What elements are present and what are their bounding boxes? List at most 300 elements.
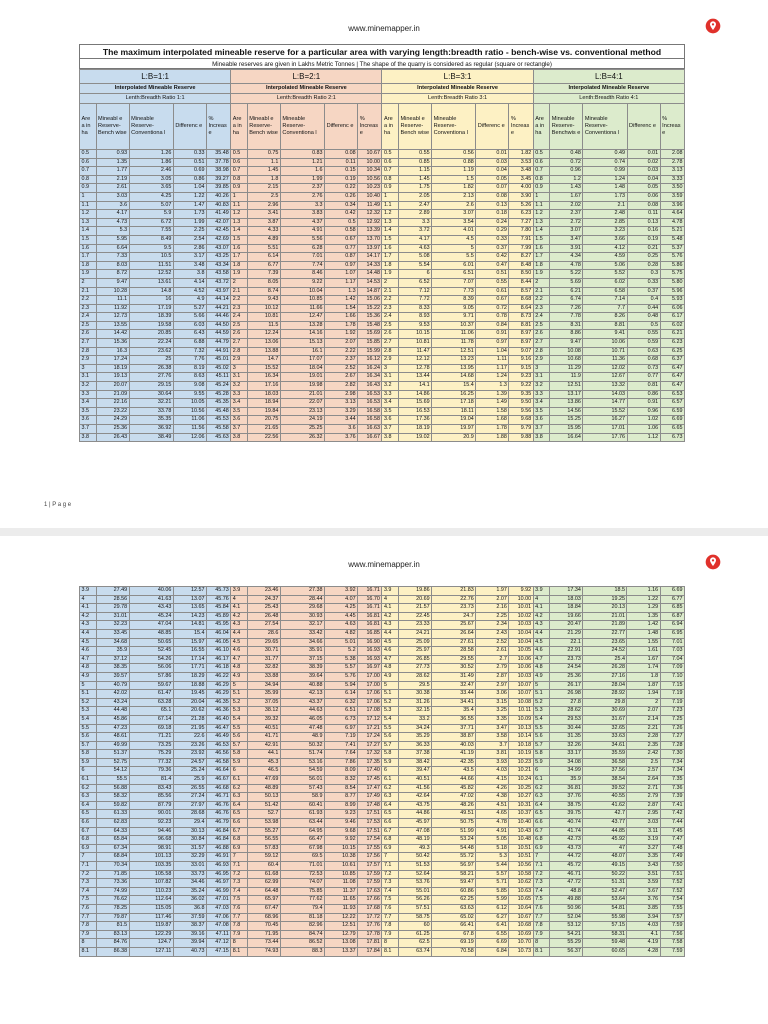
table-cell: 7.99	[509, 244, 533, 253]
table-cell: 28.68	[173, 810, 206, 819]
table-cell: 43.5	[432, 767, 476, 776]
table-cell: 33.17	[550, 750, 583, 759]
table-cell: 7.86	[325, 758, 358, 767]
table-cell: 16.64	[550, 433, 583, 442]
table-cell: 2	[382, 278, 399, 287]
table-cell: 35.48	[206, 150, 230, 159]
table-cell: 41.49	[206, 210, 230, 219]
table-cell: 0.63	[627, 347, 660, 356]
table-cell: 13.17	[550, 390, 583, 399]
table-cell: 12.02	[583, 364, 627, 373]
table-cell: 7.55	[660, 904, 684, 913]
table-cell: 17.48	[358, 801, 382, 810]
table-cell: 10.27	[509, 793, 533, 802]
table-cell: 22.07	[280, 399, 324, 408]
table-cell: 47.69	[247, 776, 280, 785]
table-cell: 11.66	[280, 304, 324, 313]
table-cell: 1.88	[476, 433, 509, 442]
table-cell: 2.67	[325, 373, 358, 382]
table-cell: 10.04	[509, 638, 533, 647]
table-cell: 5	[432, 244, 476, 253]
table-cell: 46.17	[206, 655, 230, 664]
table-cell: 2.3	[80, 304, 97, 313]
table-cell: 7.33	[96, 253, 129, 262]
table-cell: 12.57	[173, 587, 206, 596]
table-cell: 11.1	[96, 296, 129, 305]
table-cell: 7.19	[660, 690, 684, 699]
table-cell: 63.28	[129, 698, 173, 707]
table-cell: 5	[80, 681, 97, 690]
table-cell: 1.6	[280, 167, 324, 176]
table-cell: 9.05	[432, 304, 476, 313]
table-cell: 7.7	[533, 913, 550, 922]
table-row	[80, 741, 685, 750]
table-cell: 6.8	[231, 836, 248, 845]
table-cell: 2.98	[325, 390, 358, 399]
table-cell: 4.5	[432, 235, 476, 244]
column-header: Are a in ha	[80, 104, 97, 150]
table-cell: 0.9	[80, 184, 97, 193]
table-cell: 25.9	[173, 776, 206, 785]
table-cell: 0.97	[476, 339, 509, 348]
table-cell: 1.3	[476, 382, 509, 391]
table-cell: 17.32	[358, 750, 382, 759]
table-cell: 7.03	[660, 647, 684, 656]
table-cell: 3.17	[173, 253, 206, 262]
table-cell: 3.4	[533, 399, 550, 408]
table-cell: 3.8	[533, 433, 550, 442]
table-cell: 5.86	[660, 261, 684, 270]
table-cell: 8.81	[509, 321, 533, 330]
table-cell: 6.2	[80, 784, 97, 793]
table-cell: 7.5	[382, 896, 399, 905]
table-cell: 2.3	[533, 304, 550, 313]
table-cell: 8.31	[550, 321, 583, 330]
table-cell: 1.2	[80, 210, 97, 219]
table-cell: 27.8	[550, 698, 583, 707]
reserve-table-page-2	[79, 586, 685, 957]
table-cell: 8.46	[280, 270, 324, 279]
table-cell: 44.63	[280, 707, 324, 716]
table-cell: 0.03	[476, 158, 509, 167]
table-cell: 3.4	[231, 399, 248, 408]
table-cell: 22.56	[247, 433, 280, 442]
table-cell: 0.6	[231, 158, 248, 167]
table-cell: 2	[627, 698, 660, 707]
table-cell: 28.62	[550, 707, 583, 716]
table-cell: 10.81	[247, 313, 280, 322]
table-cell: 45.86	[96, 715, 129, 724]
table-cell: 84.76	[96, 939, 129, 948]
table-cell: 90.01	[129, 810, 173, 819]
table-cell: 5.9	[80, 758, 97, 767]
table-cell: 10.18	[509, 741, 533, 750]
table-cell: 2.42	[627, 750, 660, 759]
table-cell: 1.9	[533, 270, 550, 279]
table-cell: 16.63	[358, 425, 382, 434]
table-cell: 35.91	[280, 647, 324, 656]
table-cell: 14.77	[583, 399, 627, 408]
table-cell: 5.44	[476, 862, 509, 871]
table-cell: 3.33	[660, 175, 684, 184]
table-cell: 2.21	[627, 724, 660, 733]
table-cell: 13.28	[280, 321, 324, 330]
table-cell: 7.55	[129, 227, 173, 236]
table-cell: 44.21	[206, 304, 230, 313]
table-cell: 10.56	[173, 407, 206, 416]
table-cell: 6.25	[660, 347, 684, 356]
table-cell: 17.00	[358, 681, 382, 690]
table-cell: 4.91	[476, 827, 509, 836]
table-cell: 5.07	[129, 201, 173, 210]
column-header: Mineable Reserve- Conventiona l	[583, 104, 627, 150]
table-cell: 81.5	[96, 922, 129, 931]
table-cell: 15.36	[358, 313, 382, 322]
table-cell: 74.07	[280, 879, 324, 888]
table-cell: 3.2	[382, 382, 399, 391]
table-cell: 1.04	[173, 184, 206, 193]
table-cell: 25.43	[247, 604, 280, 613]
table-row	[80, 201, 685, 210]
table-cell: 3.50	[660, 184, 684, 193]
table-cell: 17.55	[358, 844, 382, 853]
table-row	[80, 235, 685, 244]
table-cell: 7.41	[660, 801, 684, 810]
table-cell: 0.6	[80, 158, 97, 167]
table-cell: 10.67	[509, 913, 533, 922]
table-cell: 58.9	[280, 793, 324, 802]
table-cell: 36.55	[432, 715, 476, 724]
table-row	[80, 776, 685, 785]
table-cell: 1.35	[96, 158, 129, 167]
table-cell: 7.6	[382, 904, 399, 913]
table-body	[80, 587, 685, 957]
table-cell: 7.42	[660, 810, 684, 819]
table-cell: 46.29	[206, 690, 230, 699]
table-cell: 6.69	[660, 587, 684, 596]
table-cell: 4.91	[280, 227, 324, 236]
table-cell: 31.49	[432, 672, 476, 681]
table-cell: 3.66	[583, 235, 627, 244]
table-cell: 7.19	[325, 733, 358, 742]
table-cell: 6.6	[80, 819, 97, 828]
table-cell: 21.09	[96, 390, 129, 399]
table-cell: 15.06	[358, 296, 382, 305]
table-cell: 3.3	[231, 390, 248, 399]
table-cell: 4.28	[627, 947, 660, 956]
table-cell: 2.6	[382, 330, 399, 339]
table-cell: 13.97	[358, 244, 382, 253]
table-cell: 1.5	[231, 235, 248, 244]
table-cell: 42.13	[280, 690, 324, 699]
table-cell: 79.36	[129, 767, 173, 776]
table-cell: 3.3	[399, 218, 432, 227]
table-cell: 42.64	[398, 793, 431, 802]
column-header: Differenc e	[173, 104, 206, 150]
table-cell: 4.17	[96, 210, 129, 219]
table-cell: 37.05	[247, 698, 280, 707]
table-cell: 27.24	[173, 793, 206, 802]
table-cell: 0.97	[325, 261, 358, 270]
table-cell: 15.69	[399, 399, 432, 408]
table-cell: 10.02	[509, 612, 533, 621]
table-cell: 7.41	[325, 741, 358, 750]
table-cell: 3.2	[533, 382, 550, 391]
table-cell: 39.85	[206, 184, 230, 193]
table-cell: 84.74	[280, 930, 324, 939]
table-cell: 16.53	[358, 390, 382, 399]
table-cell: 3.4	[80, 399, 97, 408]
table-cell: 7.54	[660, 896, 684, 905]
table-cell: 5.8	[231, 750, 248, 759]
table-cell: 6.64	[96, 244, 129, 253]
table-cell: 43.73	[550, 844, 583, 853]
table-cell: 30.64	[129, 390, 173, 399]
table-cell: 26.55	[173, 784, 206, 793]
table-cell: 45.58	[206, 425, 230, 434]
table-cell: 34.24	[398, 724, 431, 733]
table-cell: 2.13	[432, 192, 476, 201]
table-cell: 12.52	[129, 270, 173, 279]
table-cell: 10.04	[509, 629, 533, 638]
table-cell: 4.8	[231, 664, 248, 673]
table-cell: 44.1	[247, 750, 280, 759]
table-cell: 2.08	[660, 150, 684, 159]
table-cell: 1.78	[325, 321, 358, 330]
table-cell: 9.53	[399, 321, 432, 330]
table-cell: 62.25	[432, 896, 476, 905]
table-cell: 6.73	[660, 433, 684, 442]
table-cell: 44.59	[206, 330, 230, 339]
column-header-row	[80, 104, 685, 150]
table-cell: 2	[533, 278, 550, 287]
table-cell: 1.04	[476, 347, 509, 356]
table-cell: 1.2	[231, 210, 248, 219]
table-cell: 1.3	[80, 218, 97, 227]
table-cell: 10.04	[280, 287, 324, 296]
table-cell: 16.81	[358, 621, 382, 630]
table-cell: 46.22	[206, 672, 230, 681]
table-cell: 5.3	[382, 707, 399, 716]
table-cell: 11.37	[325, 887, 358, 896]
table-cell: 46.5	[247, 767, 280, 776]
column-header: Mineable Reserve- Conventiona l	[432, 104, 476, 150]
table-cell: 49.3	[398, 844, 431, 853]
table-cell: 45.82	[432, 784, 476, 793]
table-cell: 3.7	[80, 425, 97, 434]
table-cell: 10.24	[509, 776, 533, 785]
table-cell: 46.47	[206, 724, 230, 733]
table-cell: 73.44	[247, 939, 280, 948]
table-cell: 26.98	[550, 690, 583, 699]
table-cell: 4.1	[533, 604, 550, 613]
table-cell: 10.68	[509, 922, 533, 931]
table-cell: 47.15	[206, 947, 230, 956]
table-cell: 63.63	[432, 904, 476, 913]
table-cell: 14.03	[583, 390, 627, 399]
table-cell: 20.04	[173, 698, 206, 707]
table-cell: 7.7	[583, 304, 627, 313]
table-cell: 39.32	[247, 715, 280, 724]
table-cell: 9.50	[509, 399, 533, 408]
table-cell: 7.23	[660, 707, 684, 716]
table-cell: 17.72	[358, 913, 382, 922]
table-cell: 6.3	[533, 793, 550, 802]
table-row	[80, 184, 685, 193]
table-cell: 7.52	[660, 879, 684, 888]
table-cell: 6.27	[476, 913, 509, 922]
table-row	[80, 870, 685, 879]
table-cell: 39.94	[173, 939, 206, 948]
table-cell: 15.69	[358, 330, 382, 339]
table-cell: 10.58	[509, 870, 533, 879]
table-cell: 51.53	[398, 862, 431, 871]
table-row	[80, 810, 685, 819]
table-cell: 3.19	[627, 836, 660, 845]
table-cell: 24.29	[96, 416, 129, 425]
table-cell: 6.84	[476, 947, 509, 956]
table-cell: 3.3	[280, 201, 324, 210]
table-cell: 46.04	[206, 629, 230, 638]
table-cell: 12.51	[325, 922, 358, 931]
table-body	[80, 150, 685, 442]
table-cell: 5.2	[80, 698, 97, 707]
table-row	[80, 853, 685, 862]
table-cell: 28.62	[398, 672, 431, 681]
table-cell: 45.24	[129, 612, 173, 621]
table-cell: 7.8	[382, 922, 399, 931]
table-cell: 1.45	[247, 167, 280, 176]
table-cell: 53.64	[583, 896, 627, 905]
table-cell: 0.55	[399, 150, 432, 159]
table-cell: 10.61	[325, 862, 358, 871]
table-cell: 19.58	[129, 321, 173, 330]
table-cell: 1.2	[533, 210, 550, 219]
page-footer: 1 | P a g e	[44, 502, 72, 508]
table-cell: 47.02	[432, 793, 476, 802]
table-cell: 17.00	[358, 672, 382, 681]
lb-ratio-label: Lenth:Breadth Ratio 4:1	[533, 94, 684, 104]
table-cell: 19.97	[432, 425, 476, 434]
table-cell: 0.61	[476, 287, 509, 296]
table-cell: 31.35	[550, 733, 583, 742]
table-cell: 10.85	[280, 296, 324, 305]
table-cell: 14.7	[247, 356, 280, 365]
table-cell: 7.9	[382, 930, 399, 939]
table-cell: 45.84	[206, 604, 230, 613]
table-cell: 3.44	[325, 416, 358, 425]
table-cell: 4.19	[627, 939, 660, 948]
table-cell: 10.05	[173, 399, 206, 408]
table-cell: 69.19	[432, 939, 476, 948]
table-cell: 7.45	[660, 827, 684, 836]
table-cell: 55.29	[550, 939, 583, 948]
table-cell: 54.12	[96, 767, 129, 776]
table-cell: 9.68	[325, 827, 358, 836]
table-cell: 0.96	[550, 167, 583, 176]
table-cell: 2.28	[627, 733, 660, 742]
table-cell: 0.37	[476, 244, 509, 253]
table-cell: 4.89	[247, 235, 280, 244]
table-cell: 2.4	[382, 313, 399, 322]
table-cell: 10.38	[325, 853, 358, 862]
table-cell: 16.1	[280, 347, 324, 356]
table-cell: 4.2	[533, 612, 550, 621]
table-cell: 14.42	[96, 330, 129, 339]
table-cell: 8.26	[583, 313, 627, 322]
table-cell: 2.82	[325, 382, 358, 391]
table-cell: 4.8	[382, 664, 399, 673]
table-cell: 12.73	[96, 313, 129, 322]
table-cell: 46.76	[206, 810, 230, 819]
table-cell: 54.21	[550, 930, 583, 939]
table-cell: 119.87	[129, 922, 173, 931]
table-row	[80, 321, 685, 330]
table-cell: 28.58	[432, 647, 476, 656]
table-cell: 0.56	[432, 150, 476, 159]
table-cell: 8.93	[399, 313, 432, 322]
table-cell: 10.5	[129, 253, 173, 262]
table-cell: 9.68	[509, 416, 533, 425]
table-cell: 15.4	[173, 629, 206, 638]
table-cell: 5.75	[660, 270, 684, 279]
table-cell: 56.01	[280, 776, 324, 785]
table-cell: 0.04	[476, 167, 509, 176]
table-cell: 0.7	[80, 167, 97, 176]
table-cell: 31.77	[247, 655, 280, 664]
table-cell: 1.94	[627, 690, 660, 699]
table-cell: 13.61	[129, 278, 173, 287]
table-cell: 2.8	[231, 347, 248, 356]
table-cell: 17.19	[129, 304, 173, 313]
table-cell: 7.58	[660, 939, 684, 948]
table-cell: 16.3	[96, 347, 129, 356]
table-cell: 0.02	[627, 158, 660, 167]
table-cell: 13.70	[358, 235, 382, 244]
table-cell: 3.2	[80, 382, 97, 391]
table-cell: 37.59	[173, 913, 206, 922]
table-cell: 22.16	[96, 399, 129, 408]
table-cell: 49.15	[583, 862, 627, 871]
table-cell: 57.83	[247, 844, 280, 853]
table-cell: 2.87	[627, 801, 660, 810]
table-cell: 4.1	[382, 604, 399, 613]
table-cell: 15.52	[247, 364, 280, 373]
table-cell: 46.18	[206, 664, 230, 673]
table-cell: 17.78	[358, 930, 382, 939]
table-cell: 0.47	[476, 261, 509, 270]
table-cell: 5.22	[550, 270, 583, 279]
table-cell: 3.8	[382, 433, 399, 442]
table-cell: 7	[231, 853, 248, 862]
table-cell: 2.54	[173, 235, 206, 244]
table-cell: 55.01	[398, 887, 431, 896]
table-cell: 7.04	[660, 655, 684, 664]
table-cell: 7.39	[660, 793, 684, 802]
table-cell: 94.46	[129, 827, 173, 836]
table-cell: 4.3	[533, 621, 550, 630]
table-cell: 4.03	[627, 922, 660, 931]
table-cell: 10.48	[509, 836, 533, 845]
table-cell: 23.22	[96, 407, 129, 416]
table-cell: 30.84	[173, 836, 206, 845]
table-cell: 0.21	[627, 244, 660, 253]
table-cell: 14.48	[358, 270, 382, 279]
column-header: % Increas e	[206, 104, 230, 150]
table-cell: 3.6	[382, 416, 399, 425]
table-cell: 50.96	[550, 904, 583, 913]
table-cell: 4.4	[533, 629, 550, 638]
